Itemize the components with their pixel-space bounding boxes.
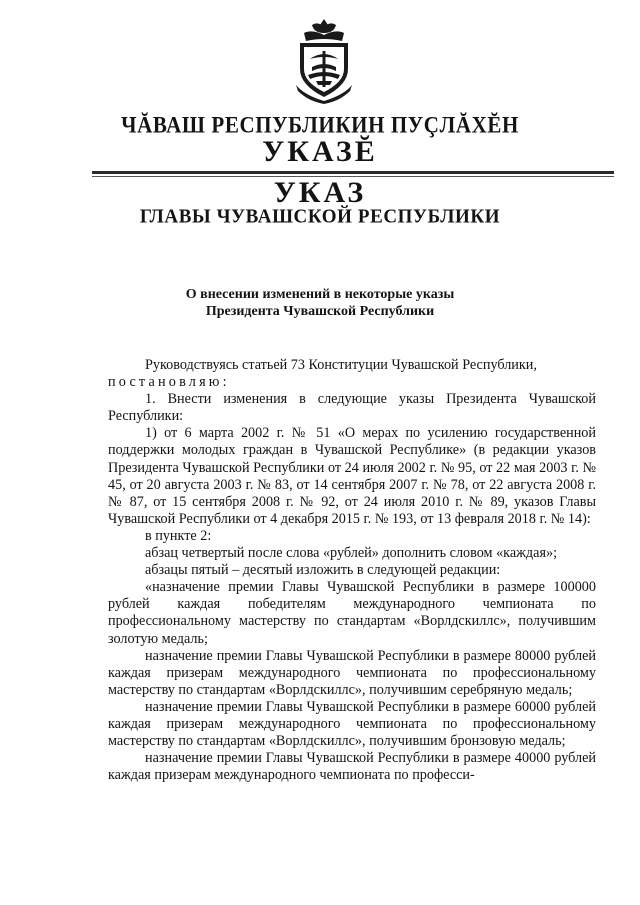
document-title-line-2: Президента Чувашской Республики [205,304,435,319]
paragraph-premium-bronze: назначение премии Главы Чувашской Республики в размере 60000 рублей каждая призерам международного чемпионата по профессиональному мастерству по стандартам «Ворлдскиллс», получившим бронзовую медаль; [108,698,596,750]
coat-of-arms-emblem [290,15,358,105]
paragraph-abzac-5-10: абзацы пятый – десятый изложить в следующей редакции: [145,562,501,579]
paragraph-premium-gold: «назначение премии Главы Чувашской Республики в размере 100000 рублей каждая победителям международного чемпионата по профессиональному мастерству по стандартам «Ворлдскиллс», получившим золотую медаль; [108,579,596,647]
paragraph-premium-silver: назначение премии Главы Чувашской Республики в размере 80000 рублей каждая призерам международного чемпионата по профессиональному мастерству по стандартам «Ворлдскиллс», получившим серебряную медаль; [108,647,596,698]
document-title-line-1: О внесении изменений в некоторые указы [185,287,455,302]
resolve-word: постановляю: [108,374,230,391]
document-title [0,286,640,320]
paragraph-preamble: Руководствуясь статьей 73 Конституции Чувашской Республики, [145,357,537,373]
title-chuvash: УКАЗĔ [262,135,378,168]
document-body [108,357,596,784]
header-chuvash-line: ЧĂВАШ РЕСПУБЛИКИН ПУÇЛĂХĔН [121,112,519,138]
paragraph-premium-other: назначение премии Главы Чувашской Республики в размере 40000 рублей каждая призерам международного чемпионата по професси- [108,750,596,784]
title-russian: УКАЗ [273,176,367,209]
paragraph-subitem-1: 1) от 6 марта 2002 г. № 51 «О мерах по усилению государственной поддержки молодых граждан в Чувашской Республике» (в редакции указов Президента Чувашской Республики от 24 июля 2002 г. № 95, от 22 мая 2003 г. № 45, от 20 августа 2003 г. № 83, от 14 сентября 2007 г. № 78, от 22 августа 2008 г. № 87, от 15 сентября 2008 г. № 92, от 24 июля 2010 г. № 89, указов Главы Чувашской Республики от 4 декабря 2015 г. № 193, от 13 февраля 2018 г. № 14): [108,425,596,527]
header-divider-thick [92,171,614,174]
paragraph-item-1: 1. Внести изменения в следующие указы Президента Чувашской Республики: [108,391,596,425]
header-russian-line: ГЛАВЫ ЧУВАШСКОЙ РЕСПУБЛИКИ [139,205,501,228]
paragraph-abzac-4: абзац четвертый после слова «рублей» дополнить словом «каждая»; [145,545,558,562]
paragraph-point-2: в пункте 2: [145,527,212,544]
